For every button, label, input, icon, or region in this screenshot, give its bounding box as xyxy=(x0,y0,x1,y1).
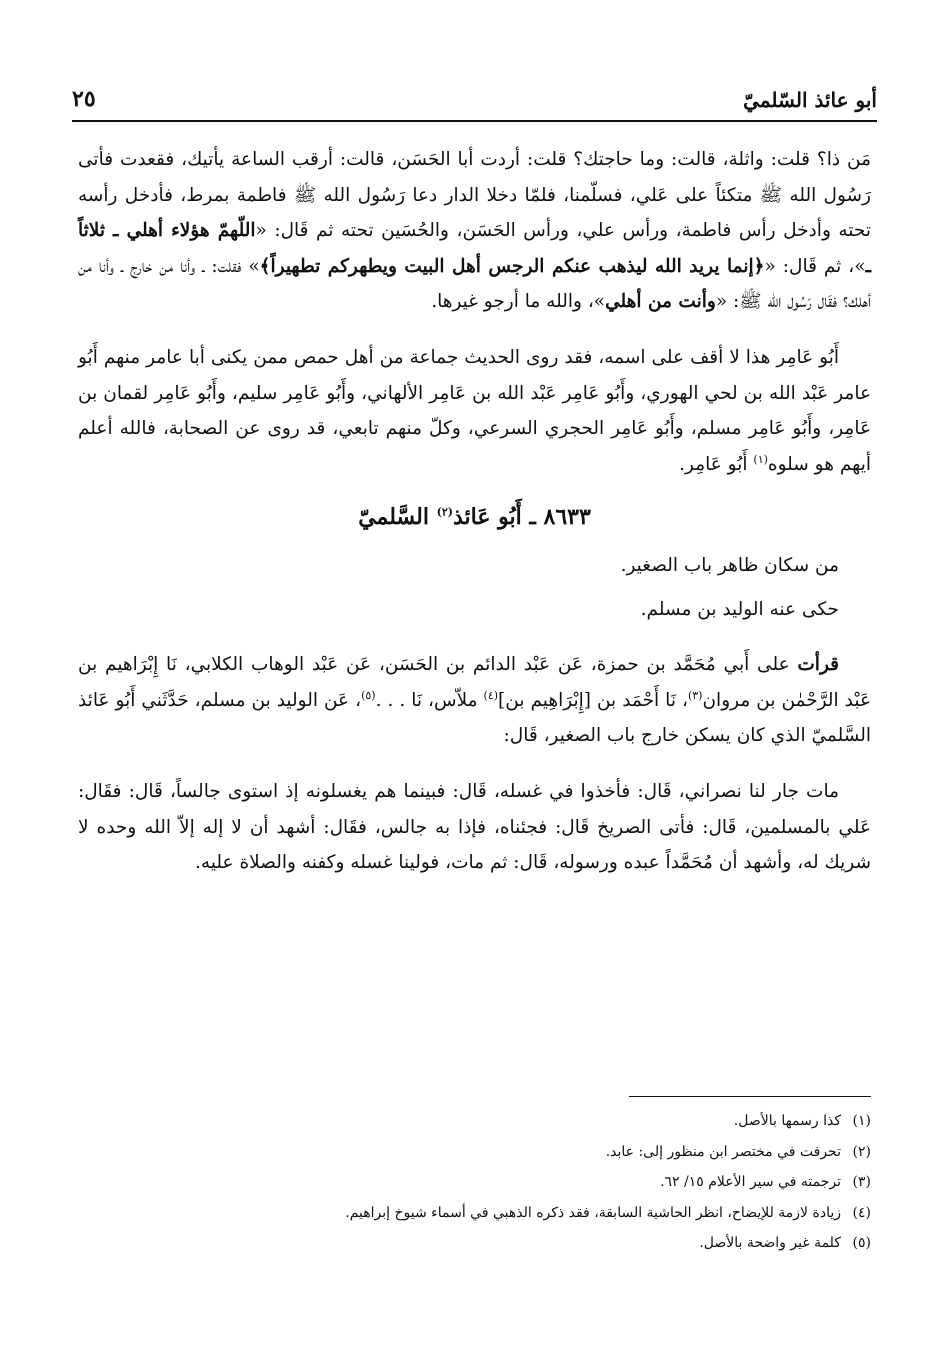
footnote-number: (١) xyxy=(852,1113,871,1129)
paragraph-abu-amir xyxy=(78,340,871,482)
text-run: » فقلت: ـ وأنا من خارج ـ وأنا من أهلك؟ فقَال رَسُول الله ﷺ: « xyxy=(78,255,871,313)
footnote-number: (٢) xyxy=(852,1143,871,1160)
footnote-text: كلمة غير واضحة بالأصل. xyxy=(699,1235,841,1251)
footnote-text: ترجمته في سير الأعلام ١٥/ ٦٢. xyxy=(660,1174,841,1190)
footnote xyxy=(78,1106,871,1137)
footnote-ref-4: (٤) xyxy=(483,688,499,702)
footnote-ref-3: (٣) xyxy=(687,688,703,702)
footnotes xyxy=(78,1106,871,1259)
text-run: ملاّس، نَا . . . xyxy=(375,689,484,711)
main-text xyxy=(78,142,871,881)
footnote-number: (٥) xyxy=(852,1235,871,1251)
footnote xyxy=(78,1228,871,1259)
text-run: »، ثم قَال: « xyxy=(764,255,866,277)
footnote-rule xyxy=(629,1096,871,1097)
paragraph-isnad xyxy=(78,647,871,754)
text-run: أَبُو عَامِر. xyxy=(679,453,754,475)
bold-keyword: قرأت xyxy=(797,654,839,676)
footnote-number: (٣) xyxy=(852,1174,871,1190)
bold-quote: اللّهمّ هؤلاء أهلي ـ ثلاثاً ـ xyxy=(78,220,871,277)
footnote xyxy=(78,1198,871,1229)
running-title: أبو عائذ السّلميّ xyxy=(743,88,877,112)
footnote-text: زيادة لازمة للإيضاح، انظر الحاشية السابقة، فقد ذكره الذهبي في أسماء شيوخ إبراهيم. xyxy=(345,1204,841,1221)
header-rule xyxy=(72,120,877,122)
text-run: ، نَا أَحْمَد بن [إِبْرَاهِيم بن] xyxy=(498,689,688,711)
footnote-number: (٤) xyxy=(852,1204,871,1221)
text-run: ، عَن الوليد بن مسلم، حَدَّثَني أَبُو عَائذ السَّلميّ الذي كان يسكن خارج باب الصغير، قَال: xyxy=(78,689,871,747)
entry-title: السَّلميّ xyxy=(358,504,437,531)
entry-heading xyxy=(78,500,871,536)
entry-line-residence: من سكان ظاهر باب الصغير. xyxy=(620,554,839,576)
text-run: أَبُو عَامِر هذا لا أقف على اسمه، فقد روى الحديث جماعة من أهل حمص ممن يكنى أبا عامر منهم أَبُو عامر عَبْد الله بن لحي الهوري، وأَبُو عَامِر عَبْد الله بن عَامِر الألهاني، وأَبُو عَامِر سليم، وأَبُو عَامِر لقمان بن عَامِر، وأَبُو عَامِر مسلم، وأَبُو عَامِر الحجري السرعي، وكلّ منهم تابعي، قد روى عن الصحابة، فالله أعلم أيهم هو سلوه xyxy=(78,346,871,475)
footnote xyxy=(78,1167,871,1198)
bold-quote: وأنت من أهلي xyxy=(605,291,716,313)
entry-title: ٨٦٣٣ ـ أَبُو عَائذ xyxy=(453,504,591,531)
entry-line-narrator: حكى عنه الوليد بن مسلم. xyxy=(640,598,839,620)
footnote-ref-1: (١) xyxy=(753,452,768,466)
page-number: ٢٥ xyxy=(72,86,96,112)
footnote-ref-5: (٥) xyxy=(361,688,376,702)
paragraph-story: مات جار لنا نصراني، قَال: فأخذوا في غسله، قَال: فبينما هم يغسلونه إذ استوى جالساً، قَال: فقَال: عَلي بالمسلمين، قَال: فأتى الصريخ قَال: فجئناه، فإذا به جالس، فقَال: أشهد أن لا إله إلاّ الله وحده لا شريك له، وأشهد أن مُحَمَّداً عبده ورسوله، قَال: ثم مات، فولينا غسله وكفنه والصلاة عليه. xyxy=(78,780,871,874)
footnote-text: تحرفت في مختصر ابن منظور إلى: عابد. xyxy=(605,1143,841,1160)
footnote xyxy=(78,1137,871,1168)
bold-quran-verse: ﴿إنما يريد الله ليذهب عنكم الرجس أهل البيت ويطهركم تطهيراً﴾ xyxy=(259,255,765,277)
page-header xyxy=(72,66,877,118)
footnote-text: كذا رسمها بالأصل. xyxy=(733,1113,841,1129)
text-run: على أَبي مُحَمَّد بن حمزة، عَن عَبْد الدائم بن الحَسَن، عَن عَبْد الوهاب الكلابي، نَا إِبْرَاهيم بن عَبْد الرَّحْمٰن بن مروان xyxy=(78,654,871,711)
paragraph-hadith-continuation xyxy=(78,142,871,320)
text-run: مَن ذا؟ قلت: واثلة، قالت: وما حاجتك؟ قلت: أردت أبا الحَسَن، قالت: أرقب الساعة يأتيك، فقعدت فأتى رَسُول الله ﷺ متكئاً على عَلي، فسلّمنا، فلمّا دخلا الدار دعا رَسُول الله ﷺ فاطمة بمرط، فأدخل رأسه تحته وأدخل رأس فاطمة، ورأس علي، ورأس الحَسَن، والحُسَين تحته ثم قَال: « xyxy=(78,149,871,242)
footnote-ref-2: (٢) xyxy=(436,506,453,520)
text-run: »، والله ما أرجو غيرها. xyxy=(431,291,606,313)
